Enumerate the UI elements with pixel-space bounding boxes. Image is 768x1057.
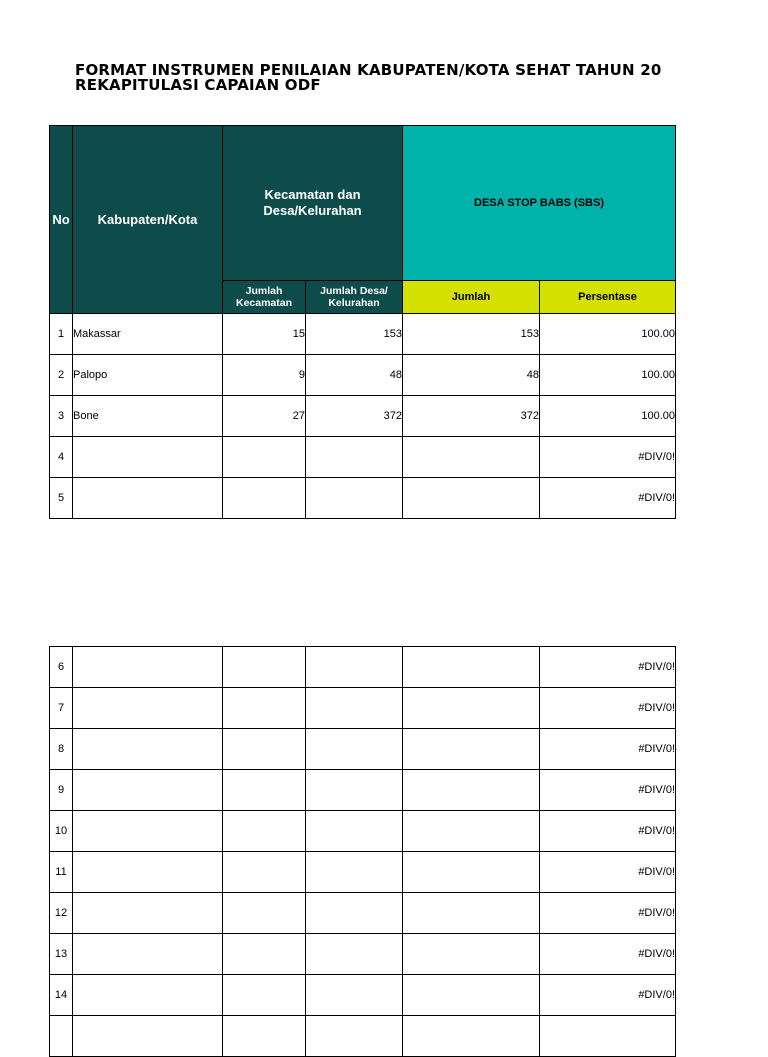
cell-persentase[interactable]: #DIV/0! [540, 893, 676, 934]
cell-persentase[interactable]: #DIV/0! [540, 647, 676, 688]
cell-no[interactable]: 1 [50, 314, 73, 355]
cell-no[interactable]: 9 [50, 770, 73, 811]
cell-no[interactable]: 5 [50, 478, 73, 519]
cell-kabupaten[interactable] [73, 975, 223, 1016]
cell-jumlah-desa[interactable] [306, 1016, 403, 1057]
cell-jumlah-desa[interactable] [306, 688, 403, 729]
table-row [50, 1016, 676, 1057]
table-row [50, 811, 676, 852]
cell-jumlah-desa[interactable] [306, 934, 403, 975]
header-jumlah-kecamatan-line2: Kecamatan [235, 297, 293, 309]
odf-recap-table-continued [49, 646, 676, 1057]
cell-persentase[interactable]: #DIV/0! [540, 770, 676, 811]
table-row [50, 355, 676, 396]
cell-jumlah-desa[interactable] [306, 893, 403, 934]
header-jumlah-desa-line2: Kelurahan [328, 297, 380, 309]
cell-jumlah-kecamatan[interactable]: 15 [223, 314, 306, 355]
cell-kabupaten[interactable] [73, 478, 223, 519]
cell-persentase[interactable]: #DIV/0! [540, 934, 676, 975]
cell-jumlah-kecamatan[interactable] [223, 1016, 306, 1057]
header-jumlah-kecamatan-line1: Jumlah [245, 285, 283, 297]
cell-kabupaten[interactable]: Bone [73, 396, 223, 437]
cell-persentase[interactable]: 100.00 [540, 314, 676, 355]
cell-jumlah[interactable] [403, 478, 540, 519]
cell-jumlah-kecamatan[interactable] [223, 975, 306, 1016]
cell-jumlah[interactable] [403, 934, 540, 975]
cell-jumlah-kecamatan[interactable] [223, 852, 306, 893]
cell-jumlah-desa[interactable] [306, 478, 403, 519]
cell-no[interactable]: 13 [50, 934, 73, 975]
title-line-2: REKAPITULASI CAPAIAN ODF [75, 76, 321, 94]
cell-jumlah[interactable]: 153 [403, 314, 540, 355]
odf-recap-table [49, 125, 676, 519]
cell-jumlah-desa[interactable] [306, 852, 403, 893]
cell-jumlah-kecamatan[interactable]: 9 [223, 355, 306, 396]
table-row [50, 852, 676, 893]
table-row [50, 770, 676, 811]
cell-kabupaten[interactable] [73, 770, 223, 811]
cell-persentase[interactable]: 100.00 [540, 396, 676, 437]
header-kecamatan-line2: Desa/Kelurahan [263, 203, 362, 218]
cell-jumlah[interactable] [403, 770, 540, 811]
cell-jumlah-desa[interactable] [306, 975, 403, 1016]
table-row [50, 314, 676, 355]
cell-jumlah-kecamatan[interactable] [223, 893, 306, 934]
table-row [50, 934, 676, 975]
cell-no[interactable]: 6 [50, 647, 73, 688]
table-body-bottom [50, 647, 676, 1057]
cell-jumlah-kecamatan[interactable] [223, 729, 306, 770]
cell-jumlah-kecamatan[interactable] [223, 688, 306, 729]
header-jumlah-desa [306, 281, 403, 314]
cell-persentase[interactable]: #DIV/0! [540, 437, 676, 478]
cell-kabupaten[interactable]: Palopo [73, 355, 223, 396]
cell-no[interactable]: 12 [50, 893, 73, 934]
cell-jumlah[interactable] [403, 852, 540, 893]
cell-kabupaten[interactable] [73, 811, 223, 852]
cell-jumlah-desa[interactable] [306, 811, 403, 852]
cell-jumlah-kecamatan[interactable] [223, 811, 306, 852]
table-row [50, 729, 676, 770]
header-jumlah: Jumlah [403, 281, 540, 314]
header-persentase: Persentase [540, 281, 676, 314]
cell-jumlah[interactable] [403, 893, 540, 934]
cell-persentase[interactable]: #DIV/0! [540, 478, 676, 519]
cell-kabupaten[interactable] [73, 1016, 223, 1057]
cell-kabupaten[interactable] [73, 934, 223, 975]
cell-kabupaten[interactable] [73, 852, 223, 893]
cell-jumlah-kecamatan[interactable] [223, 647, 306, 688]
cell-persentase[interactable]: #DIV/0! [540, 688, 676, 729]
cell-kabupaten[interactable] [73, 437, 223, 478]
cell-jumlah[interactable] [403, 647, 540, 688]
cell-no[interactable]: 10 [50, 811, 73, 852]
title-line-1: FORMAT INSTRUMEN PENILAIAN KABUPATEN/KOTA SEHAT TAHUN 20 [75, 61, 662, 79]
cell-jumlah-desa[interactable]: 372 [306, 396, 403, 437]
cell-jumlah[interactable] [403, 1016, 540, 1057]
table-row [50, 975, 676, 1016]
cell-persentase[interactable]: #DIV/0! [540, 975, 676, 1016]
cell-kabupaten[interactable]: Makassar [73, 314, 223, 355]
table-row [50, 437, 676, 478]
header-jumlah-desa-line1: Jumlah Desa/ [320, 285, 388, 297]
cell-jumlah-kecamatan[interactable]: 27 [223, 396, 306, 437]
cell-jumlah-kecamatan[interactable] [223, 934, 306, 975]
cell-no[interactable]: 7 [50, 688, 73, 729]
cell-no[interactable] [50, 1016, 73, 1057]
table-row [50, 647, 676, 688]
table-row [50, 688, 676, 729]
cell-jumlah-desa[interactable] [306, 770, 403, 811]
cell-jumlah[interactable] [403, 437, 540, 478]
cell-no[interactable]: 14 [50, 975, 73, 1016]
cell-jumlah-desa[interactable]: 153 [306, 314, 403, 355]
cell-jumlah-desa[interactable] [306, 647, 403, 688]
cell-persentase[interactable]: #DIV/0! [540, 811, 676, 852]
cell-jumlah-kecamatan[interactable] [223, 437, 306, 478]
header-sbs-group: DESA STOP BABS (SBS) [403, 126, 676, 281]
cell-jumlah[interactable] [403, 688, 540, 729]
page-title [75, 63, 662, 93]
cell-no[interactable]: 2 [50, 355, 73, 396]
cell-no[interactable]: 11 [50, 852, 73, 893]
header-kabupaten: Kabupaten/Kota [73, 126, 223, 314]
table-row [50, 396, 676, 437]
cell-jumlah-desa[interactable] [306, 729, 403, 770]
header-kecamatan-group [223, 126, 403, 281]
cell-jumlah[interactable]: 48 [403, 355, 540, 396]
cell-jumlah-desa[interactable] [306, 437, 403, 478]
cell-jumlah[interactable] [403, 975, 540, 1016]
cell-no[interactable]: 8 [50, 729, 73, 770]
cell-no[interactable]: 3 [50, 396, 73, 437]
cell-persentase[interactable]: 100.00 [540, 355, 676, 396]
header-no: No [50, 126, 73, 314]
cell-kabupaten[interactable] [73, 647, 223, 688]
cell-jumlah[interactable] [403, 811, 540, 852]
cell-persentase[interactable]: #DIV/0! [540, 729, 676, 770]
cell-kabupaten[interactable] [73, 729, 223, 770]
table-row [50, 893, 676, 934]
cell-jumlah[interactable] [403, 729, 540, 770]
cell-kabupaten[interactable] [73, 688, 223, 729]
cell-no[interactable]: 4 [50, 437, 73, 478]
cell-persentase[interactable] [540, 1016, 676, 1057]
table-body-top [50, 314, 676, 519]
cell-jumlah-kecamatan[interactable] [223, 478, 306, 519]
cell-kabupaten[interactable] [73, 893, 223, 934]
cell-jumlah-desa[interactable]: 48 [306, 355, 403, 396]
cell-jumlah-kecamatan[interactable] [223, 770, 306, 811]
cell-persentase[interactable]: #DIV/0! [540, 852, 676, 893]
header-kecamatan-line1: Kecamatan dan [264, 187, 361, 202]
table-row [50, 478, 676, 519]
cell-jumlah[interactable]: 372 [403, 396, 540, 437]
header-jumlah-kecamatan [223, 281, 306, 314]
